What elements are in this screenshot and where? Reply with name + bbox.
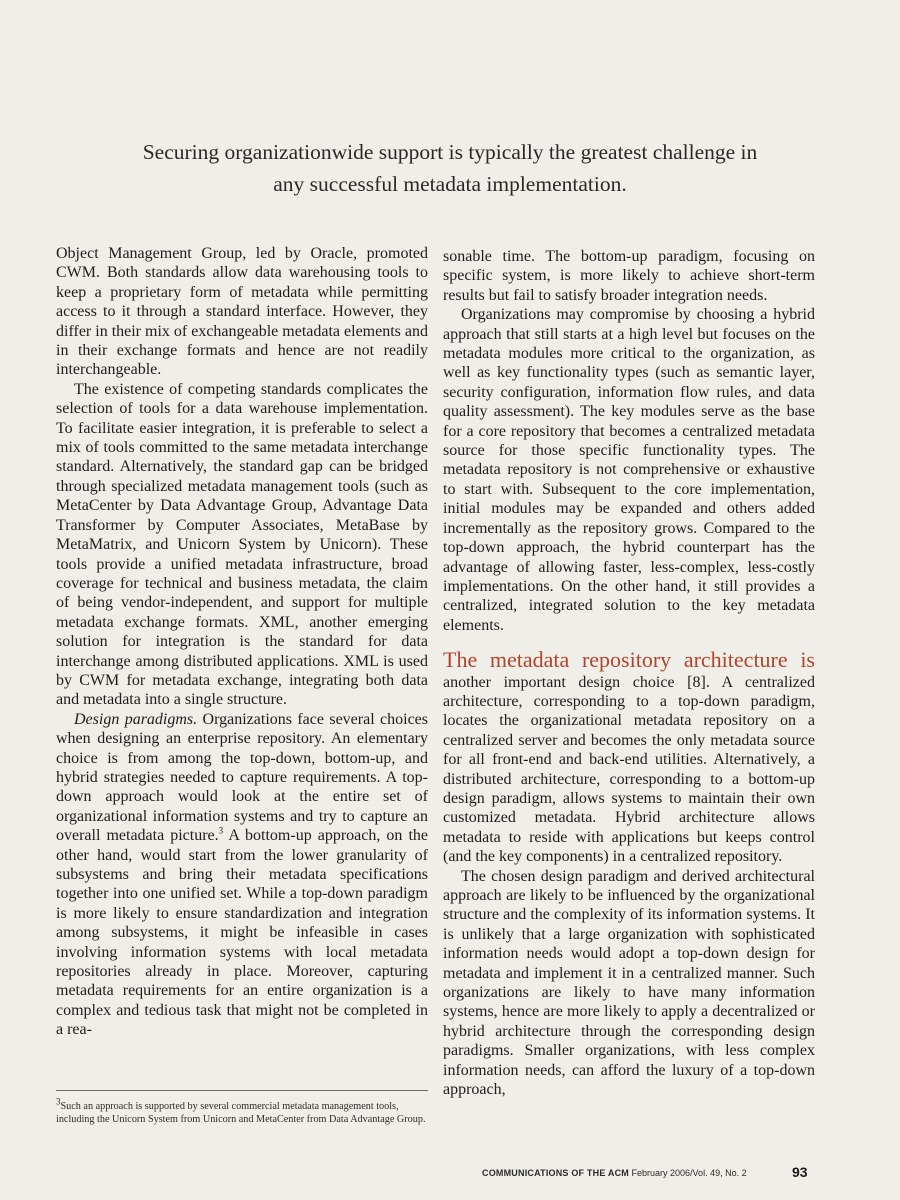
footnote-divider	[56, 1090, 428, 1091]
pull-quote-line-2: any successful metadata implementation.	[273, 172, 627, 196]
pull-quote-line-1: Securing organizationwide support is typically the greatest challenge in	[142, 140, 758, 164]
design-paradigms-heading: Design paradigms.	[74, 710, 198, 728]
footnote-reference[interactable]: 3	[218, 825, 224, 836]
right-paragraph-2: Organizations may compromise by choosing a hybrid approach that still starts at a high level but focuses on the metadata modules more critical to the organization, as well as key functionality types (such as semantic layer, security configuration, information flow rules, and data quality assessment). The key modules serve as the base for a core repository that becomes a centralized metadata source for those specific functionality types. The metadata repository is not comprehensive or exhaustive to start with. Subsequent to the core implementation, initial modules may be expanded and others added incrementally as the repository grows. Compared to the top-down approach, the hybrid counterpart has the advantage of allowing faster, less-complex, less-costly implementations. On the other hand, it still provides a centralized, integrated solution to the key metadata elements.	[443, 306, 815, 634]
left-paragraph-3	[56, 710, 428, 1040]
page-footer	[482, 1168, 812, 1178]
right-paragraph-3	[443, 648, 815, 866]
left-paragraph-3-text-a: Organizations face several choices when designing an enterprise repository. An elementary choice is from among the top-down, bottom-up, and hybrid strategies needed to capture requirements. A top-down approach would look at the entire set of organizational information systems and try to capture an overall metadata picture.	[56, 710, 429, 845]
page-number: 93	[792, 1164, 808, 1180]
left-paragraph-3-text-b: A bottom-up approach, on the other hand, would start from the lower granularity of subsystems and bring their metadata specifications together into one unified set. While a top-down paradigm is more likely to ensure standardization and integration among subsystems, it might be infeasible in cases involving information systems with local metadata repositories already in place. Moreover, capturing metadata requirements for an entire organization is a complex and tedious task that might not be completed in a rea-	[56, 827, 428, 1039]
pull-quote	[60, 136, 840, 200]
footnote	[56, 1096, 428, 1126]
section-lead-in: The metadata repository architecture is	[443, 647, 815, 673]
right-paragraph-4: The chosen design paradigm and derived architectural approach are likely to be influenced by the organizational structure and the complexity of its information systems. It is unlikely that a large organization with sophisticated information needs would adopt a top-down design for metadata and implement it in a centralized manner. Such organizations are likely to have many information systems, hence are more likely to apply a decentralized or hybrid architecture through the corresponding design paradigms. Smaller organizations, with less complex information needs, can afford the luxury of a top-down approach,	[443, 867, 815, 1099]
left-paragraph-2: The existence of competing standards complicates the selection of tools for a data warehouse implementation. To facilitate easier integration, it is preferable to select a mix of tools committed to the same metadata interchange standard. Alternatively, the standard gap can be bridged through specialized metadata management tools (such as MetaCenter by Data Advantage Group, Advantage Data Transformer by Computer Associates, MetaBase by MetaMatrix, and Unicorn System by Unicorn). These tools provide a unified metadata infrastructure, broad coverage for technical and business metadata, the claim of being vendor-independent, and support for multiple metadata exchange formats. XML, another emerging solution for integration is the standard for data interchange among distributed applications. XML is used by CWM for metadata exchange, integrating both data and metadata into a single structure.	[56, 380, 428, 709]
right-paragraph-1: sonable time. The bottom-up paradigm, focusing on specific system, is more likely to achieve short-term results but fail to satisfy broader integration needs.	[443, 248, 815, 304]
left-paragraph-1: Object Management Group, led by Oracle, promoted CWM. Both standards allow data warehousing tools to keep a proprietary form of metadata while permitting access to it through a standard interface. However, they differ in their mix of exchangeable metadata elements and in their exchange formats and hence are not readily interchangeable.	[56, 245, 428, 379]
magazine-title: COMMUNICATIONS OF THE ACM	[482, 1168, 629, 1178]
right-paragraph-3-text: another important design choice [8]. A centralized architecture, corresponding to a top-down paradigm, locates the organizational metadata repository on a centralized server and becomes the only metadata source for all front-end and back-end utilities. Alternatively, a distributed architecture, corresponding to a bottom-up design paradigm, allows systems to maintain their own customized metadata. Hybrid architecture allows metadata to reside with applications but keeps control (and the key components) in a centralized repository.	[443, 673, 815, 866]
issue-info: February 2006/Vol. 49, No. 2	[631, 1168, 747, 1178]
footnote-text: Such an approach is supported by several commercial metadata management tools, including the Unicorn System from Unicorn and MetaCenter from Data Advantage Group.	[56, 1101, 426, 1125]
footnote-number: 3	[56, 1096, 61, 1107]
left-column	[56, 244, 428, 1040]
right-column	[443, 247, 815, 1099]
